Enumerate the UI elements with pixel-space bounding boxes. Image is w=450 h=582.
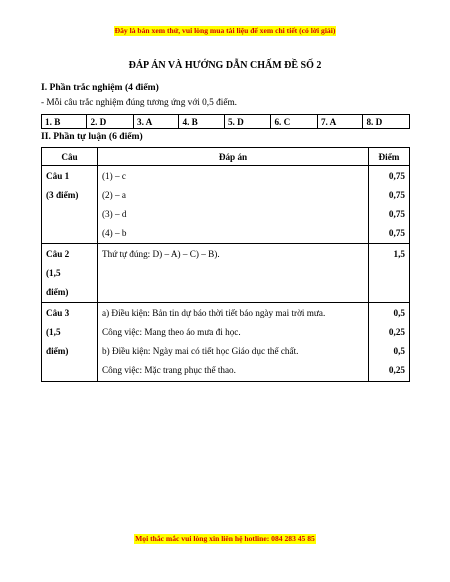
question-points-label: (1,5 xyxy=(46,327,61,337)
mcq-answer-7: 7. A xyxy=(317,115,362,129)
question-label: Câu 2 xyxy=(46,249,70,259)
table-row xyxy=(42,166,410,244)
question-cell xyxy=(42,244,98,303)
mcq-answer-6: 6. C xyxy=(271,115,318,129)
mcq-answer-1: 1. B xyxy=(42,115,87,129)
answer-line: a) Điều kiện: Bản tin dự báo thời tiết báo ngày mai trời mưa. xyxy=(102,308,326,318)
mcq-answer-8: 8. D xyxy=(363,115,410,129)
header-answer: Đáp án xyxy=(98,148,369,166)
points-value: 0,75 xyxy=(388,228,405,238)
answer-line: Công việc: Mặc trang phục thể thao. xyxy=(102,365,236,375)
question-label: Câu 1 xyxy=(46,171,70,181)
answer-cell xyxy=(98,303,369,382)
question-points-label: (3 điểm) xyxy=(46,190,79,200)
points-value: 0,75 xyxy=(388,190,405,200)
section1-note: - Mỗi câu trắc nghiệm đúng tương ứng với 0,5 điểm. xyxy=(41,98,238,108)
mcq-answer-5: 5. D xyxy=(224,115,271,129)
question-points-label: (1,5 xyxy=(46,268,61,278)
mcq-answer-3: 3. A xyxy=(133,115,178,129)
points-cell xyxy=(369,244,410,303)
section1-heading: I. Phần trắc nghiệm (4 điểm) xyxy=(41,82,159,93)
multiple-choice-answer-table xyxy=(41,114,410,129)
answer-cell xyxy=(98,166,369,244)
question-cell xyxy=(42,303,98,382)
points-cell xyxy=(369,303,410,382)
document-title: ĐÁP ÁN VÀ HƯỚNG DẪN CHẤM ĐỀ SỐ 2 xyxy=(128,60,322,71)
mcq-answer-2: 2. D xyxy=(87,115,134,129)
answer-line: Công việc: Mang theo áo mưa đi học. xyxy=(102,327,241,337)
answer-line: (1) – c xyxy=(102,171,126,181)
points-cell xyxy=(369,166,410,244)
answer-line: (4) – b xyxy=(102,228,127,238)
points-value: 0,25 xyxy=(388,327,405,337)
answer-line: (3) – d xyxy=(102,209,127,219)
preview-notice-banner: Đây là bản xem thử, vui lòng mua tài liệu để xem chi tiết (có lời giải) xyxy=(114,26,336,35)
points-value: 0,75 xyxy=(388,209,405,219)
header-question: Câu xyxy=(42,148,98,166)
answer-line: (2) – a xyxy=(102,190,126,200)
question-points-label: điểm) xyxy=(46,346,69,356)
essay-answer-table xyxy=(41,147,410,382)
answer-line: b) Điều kiện: Ngày mai có tiết học Giáo dục thể chất. xyxy=(102,346,299,356)
question-cell xyxy=(42,166,98,244)
answer-line: Thứ tự đúng: D) – A) – C) – B). xyxy=(102,249,220,259)
section2-heading: II. Phần tự luận (6 điểm) xyxy=(41,131,143,142)
question-points-label: điểm) xyxy=(46,287,69,297)
points-value: 0,5 xyxy=(393,308,405,318)
points-value: 0,75 xyxy=(388,171,405,181)
points-value: 0,5 xyxy=(393,346,405,356)
hotline-banner: Mọi thắc mắc vui lòng xin liên hệ hotline: 084 283 45 85 xyxy=(135,534,315,543)
table-header-row xyxy=(42,148,410,166)
table-row xyxy=(42,303,410,382)
answer-cell xyxy=(98,244,369,303)
points-value: 1,5 xyxy=(393,249,405,259)
header-points: Điểm xyxy=(369,148,410,166)
mcq-answer-4: 4. B xyxy=(179,115,224,129)
question-label: Câu 3 xyxy=(46,308,70,318)
points-value: 0,25 xyxy=(388,365,405,375)
table-row xyxy=(42,244,410,303)
